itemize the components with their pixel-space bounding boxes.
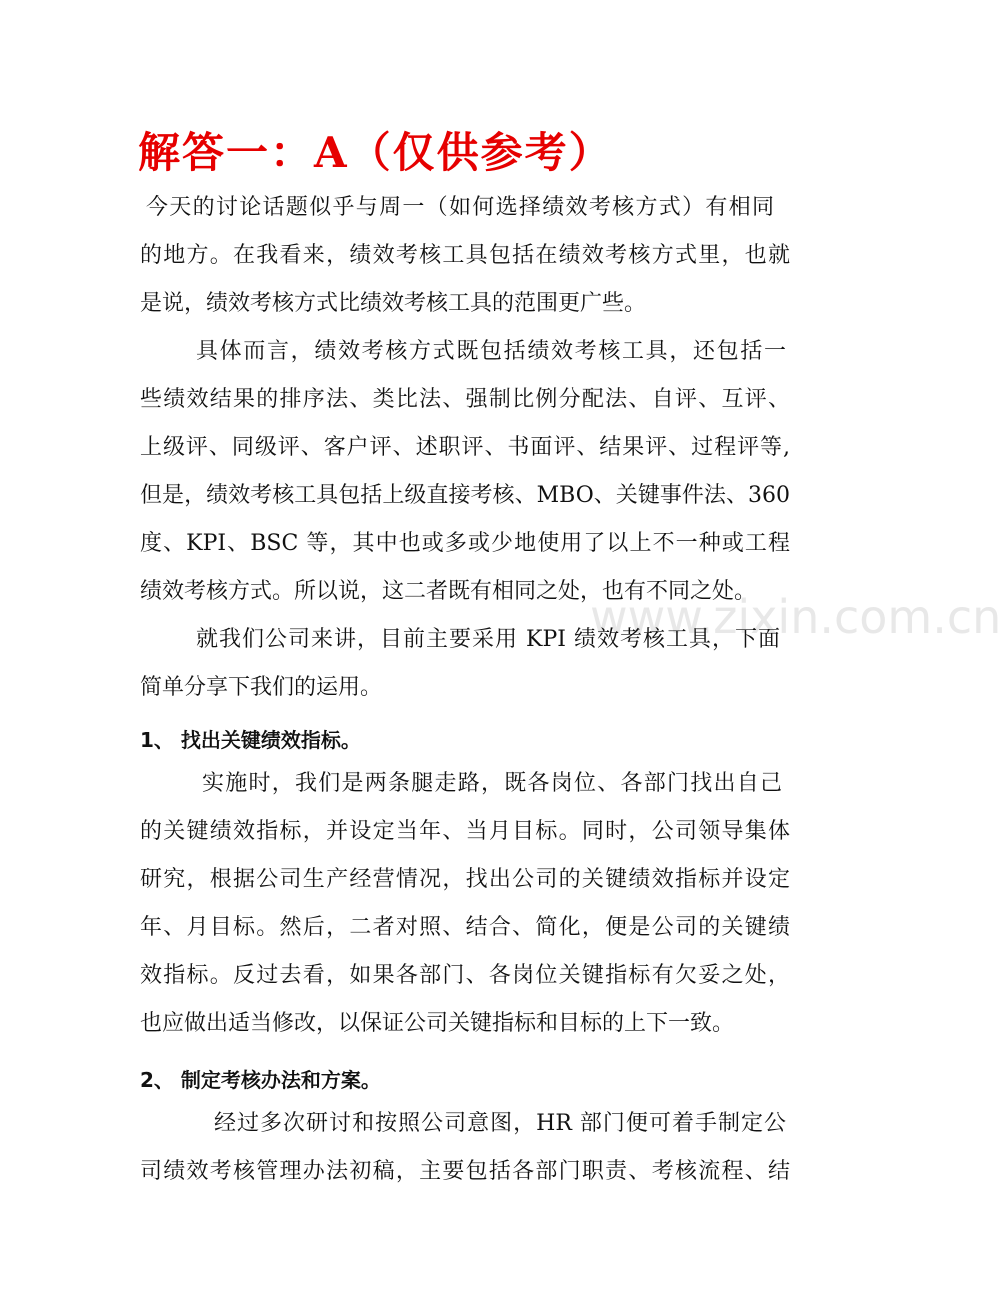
paragraph-line: 也应做出适当修改，以保证公司关键指标和目标的上下一致。: [140, 1011, 735, 1036]
section-heading-1: 1、 找出关键绩效指标。: [140, 728, 361, 752]
paragraph-line: 的地方。在我看来，绩效考核工具包括在绩效考核方式里，也就: [140, 243, 790, 268]
paragraph-line: 绩效考核方式。所以说，这二者既有相同之处，也有不同之处。: [140, 579, 757, 604]
paragraph-line: 但是，绩效考核工具包括上级直接考核、MBO、关键事件法、360: [140, 483, 790, 508]
paragraph-line: 司绩效考核管理办法初稿，主要包括各部门职责、考核流程、结: [140, 1159, 790, 1184]
paragraph-line: 的关键绩效指标，并设定当年、当月目标。同时，公司领导集体: [140, 819, 790, 844]
paragraph-line: 年、月目标。然后，二者对照、结合、简化，便是公司的关键绩: [140, 915, 790, 940]
paragraph-line: 研究，根据公司生产经营情况，找出公司的关键绩效指标并设定: [140, 867, 790, 892]
watermark: www.zixin.com.cn: [590, 590, 1001, 644]
paragraph-line: 些绩效结果的排序法、类比法、强制比例分配法、自评、互评、: [140, 387, 790, 412]
paragraph-line: 度、KPI、BSC 等，其中也或多或少地使用了以上不一种或工程: [140, 531, 790, 556]
paragraph-line: 是说，绩效考核方式比绩效考核工具的范围更广些。: [140, 291, 647, 316]
paragraph-line: 就我们公司来讲，目前主要采用 KPI 绩效考核工具，下面: [196, 627, 780, 652]
paragraph-line: 经过多次研讨和按照公司意图，HR 部门便可着手制定公: [214, 1111, 786, 1136]
paragraph-line: 具体而言，绩效考核方式既包括绩效考核工具，还包括一: [196, 339, 786, 364]
paragraph-line: 实施时，我们是两条腿走路，既各岗位、各部门找出自己: [202, 771, 782, 796]
paragraph-line: 效指标。反过去看，如果各部门、各岗位关键指标有欠妥之处，: [140, 963, 790, 988]
paragraph-line: 上级评、同级评、客户评、述职评、书面评、结果评、过程评等,: [140, 435, 790, 460]
paragraph-line: 今天的讨论话题似乎与周一（如何选择绩效考核方式）有相同: [146, 195, 774, 220]
section-heading-2: 2、 制定考核办法和方案。: [140, 1068, 381, 1092]
page-title: 解答一：A（仅供参考）: [138, 128, 613, 177]
paragraph-line: 简单分享下我们的运用。: [140, 675, 383, 700]
